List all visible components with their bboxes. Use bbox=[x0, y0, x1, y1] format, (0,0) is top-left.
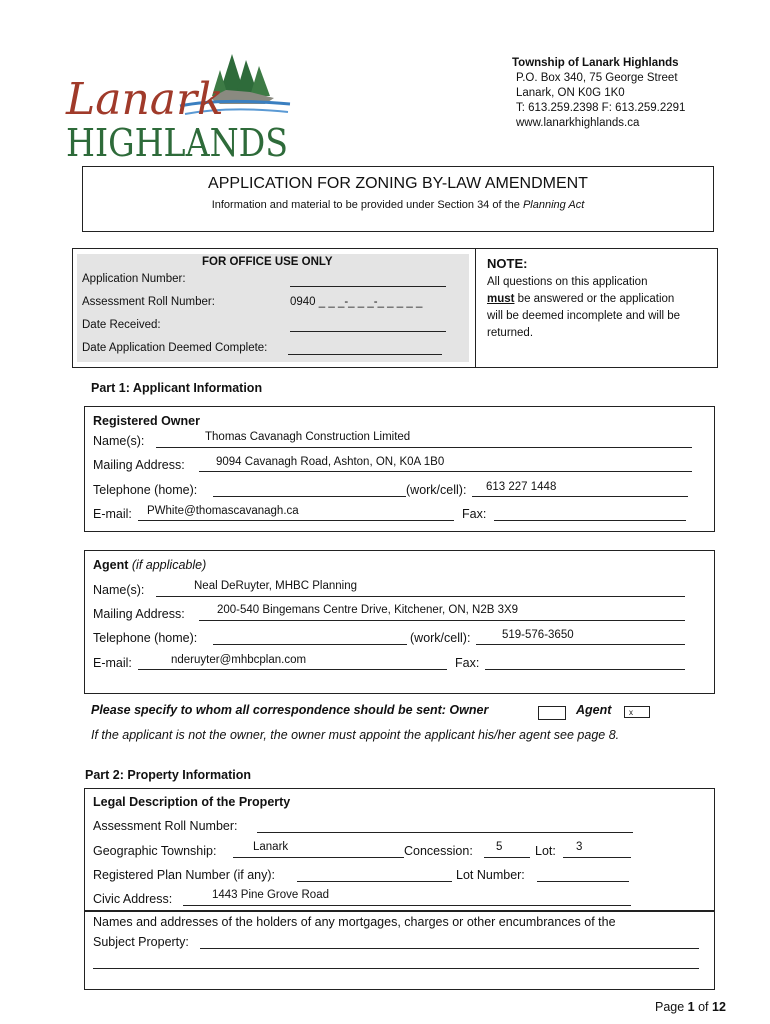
agent-mailing-field[interactable] bbox=[199, 620, 685, 621]
township-label: Geographic Township: bbox=[93, 844, 217, 858]
agent-fax-label: Fax: bbox=[455, 656, 480, 670]
note-line-4: returned. bbox=[487, 327, 534, 339]
agent-heading-note: (if applicable) bbox=[128, 558, 207, 572]
concession-label: Concession: bbox=[404, 844, 473, 858]
agent-name-label: Name(s): bbox=[93, 583, 145, 597]
office-roll-field[interactable]: 0940 _ _ _-_ _ _-_ _ _ _ _ bbox=[290, 296, 423, 308]
lot-number-field[interactable] bbox=[537, 881, 629, 882]
mortgage-field-1[interactable] bbox=[200, 948, 699, 949]
lot-number-label: Lot Number: bbox=[456, 868, 525, 882]
agent-work-value: 519-576-3650 bbox=[502, 629, 574, 641]
lot-label: Lot: bbox=[535, 844, 556, 858]
agent-mailing-value: 200-540 Bingemans Centre Drive, Kitchener, ON, N2B 3X9 bbox=[217, 604, 519, 616]
township-value: Lanark bbox=[253, 841, 289, 853]
part2-heading: Part 2: Property Information bbox=[85, 768, 251, 782]
agent-name-field[interactable] bbox=[156, 596, 685, 597]
application-number-field[interactable] bbox=[290, 286, 446, 287]
owner-name-value: Thomas Cavanagh Construction Limited bbox=[205, 431, 411, 443]
owner-mailing-label: Mailing Address: bbox=[93, 458, 185, 472]
header-website[interactable]: www.lanarkhighlands.ca bbox=[516, 117, 640, 129]
header-org: Township of Lanark Highlands bbox=[512, 57, 679, 69]
owner-checkbox[interactable] bbox=[538, 706, 566, 720]
correspondence-question: Please specify to whom all correspondence should be sent: Owner bbox=[91, 703, 489, 717]
agent-mailing-label: Mailing Address: bbox=[93, 607, 185, 621]
part2-roll-label: Assessment Roll Number: bbox=[93, 819, 238, 833]
concession-value: 5 bbox=[496, 841, 503, 853]
plan-label: Registered Plan Number (if any): bbox=[93, 868, 276, 882]
civic-address-value: 1443 Pine Grove Road bbox=[212, 889, 329, 901]
agent-fax-field[interactable] bbox=[485, 669, 685, 670]
owner-work-field[interactable] bbox=[472, 496, 688, 497]
agent-work-field[interactable] bbox=[476, 644, 685, 645]
owner-phone-home-label: Telephone (home): bbox=[93, 483, 198, 497]
agent-email-label: E-mail: bbox=[93, 656, 132, 670]
logo-graphic bbox=[60, 52, 295, 162]
divider bbox=[475, 249, 476, 367]
page-current: 1 bbox=[687, 1000, 695, 1014]
owner-name-label: Name(s): bbox=[93, 434, 145, 448]
owner-email-value: PWhite@thomascavanagh.ca bbox=[147, 505, 299, 517]
mortgage-text-line-2: Subject Property: bbox=[93, 935, 189, 949]
agent-heading bbox=[93, 558, 206, 572]
subtitle-text: Information and material to be provided under Section 34 of the bbox=[211, 199, 523, 211]
owner-email-field[interactable] bbox=[138, 520, 454, 521]
concession-field[interactable] bbox=[484, 857, 530, 858]
owner-work-label: (work/cell): bbox=[406, 483, 467, 497]
logo-word-lanark: Lanark bbox=[66, 74, 224, 125]
agent-checkbox[interactable]: x bbox=[624, 706, 650, 718]
header-address-2: Lanark, ON K0G 1K0 bbox=[516, 87, 625, 99]
civic-address-field[interactable] bbox=[183, 905, 631, 906]
agent-email-value: nderuyter@mhbcplan.com bbox=[171, 654, 307, 666]
lanark-highlands-logo bbox=[60, 52, 295, 162]
note-line-2-text: be answered or the application bbox=[514, 293, 675, 305]
owner-mailing-field[interactable] bbox=[199, 471, 692, 472]
part1-heading: Part 1: Applicant Information bbox=[91, 381, 263, 395]
owner-work-value: 613 227 1448 bbox=[486, 481, 557, 493]
agent-phone-home-field[interactable] bbox=[213, 644, 407, 645]
owner-heading: Registered Owner bbox=[93, 414, 200, 428]
mortgage-text-line-1: Names and addresses of the holders of any mortgages, charges or other encumbrances of the bbox=[93, 915, 616, 929]
note-line-1: All questions on this application bbox=[487, 276, 648, 288]
note-heading: NOTE: bbox=[487, 256, 528, 271]
owner-fax-label: Fax: bbox=[462, 507, 487, 521]
page-prefix: Page bbox=[655, 1000, 688, 1014]
owner-phone-home-field[interactable] bbox=[213, 496, 406, 497]
agent-heading-text: Agent bbox=[93, 558, 129, 572]
page-subtitle bbox=[83, 199, 713, 211]
note-line-2 bbox=[487, 291, 702, 308]
agent-checkbox-label: Agent bbox=[576, 703, 612, 717]
page-total: 12 bbox=[712, 1000, 726, 1014]
correspondence-note: If the applicant is not the owner, the owner must appoint the applicant his/her agent see page 8. bbox=[91, 728, 620, 742]
agent-name-value: Neal DeRuyter, MHBC Planning bbox=[194, 580, 357, 592]
plan-field[interactable] bbox=[297, 881, 452, 882]
office-roll-label: Assessment Roll Number: bbox=[82, 296, 215, 308]
agent-email-field[interactable] bbox=[138, 669, 447, 670]
page-title: APPLICATION FOR ZONING BY-LAW AMENDMENT bbox=[208, 175, 588, 192]
date-complete-field[interactable] bbox=[288, 354, 442, 355]
title-box bbox=[82, 166, 714, 232]
agent-phone-home-label: Telephone (home): bbox=[93, 631, 198, 645]
agent-work-label: (work/cell): bbox=[410, 631, 471, 645]
application-number-label: Application Number: bbox=[82, 273, 186, 285]
legal-description-heading: Legal Description of the Property bbox=[93, 795, 291, 809]
subtitle-act: Planning Act bbox=[522, 199, 585, 211]
owner-fax-field[interactable] bbox=[494, 520, 686, 521]
office-use-heading: FOR OFFICE USE ONLY bbox=[202, 256, 333, 268]
owner-mailing-value: 9094 Cavanagh Road, Ashton, ON, K0A 1B0 bbox=[216, 456, 445, 468]
date-complete-label: Date Application Deemed Complete: bbox=[82, 342, 268, 354]
owner-name-field[interactable] bbox=[156, 447, 692, 448]
part2-roll-field[interactable] bbox=[257, 832, 633, 833]
page-number bbox=[655, 1000, 726, 1014]
date-received-label: Date Received: bbox=[82, 319, 161, 331]
lot-field[interactable] bbox=[563, 857, 631, 858]
note-must: must bbox=[487, 293, 515, 305]
header-address-1: P.O. Box 340, 75 George Street bbox=[516, 72, 678, 84]
note-line-3: will be deemed incomplete and will be bbox=[487, 310, 681, 322]
page-of: of bbox=[694, 1000, 712, 1014]
header-phone: T: 613.259.2398 F: 613.259.2291 bbox=[516, 102, 686, 114]
date-received-field[interactable] bbox=[290, 331, 446, 332]
township-field[interactable] bbox=[233, 857, 404, 858]
civic-address-label: Civic Address: bbox=[93, 892, 173, 906]
note-text bbox=[487, 274, 702, 342]
owner-email-label: E-mail: bbox=[93, 507, 132, 521]
lot-value: 3 bbox=[576, 841, 583, 853]
mortgage-field-2[interactable] bbox=[93, 968, 699, 969]
logo-word-highlands: HIGHLANDS bbox=[66, 121, 288, 162]
